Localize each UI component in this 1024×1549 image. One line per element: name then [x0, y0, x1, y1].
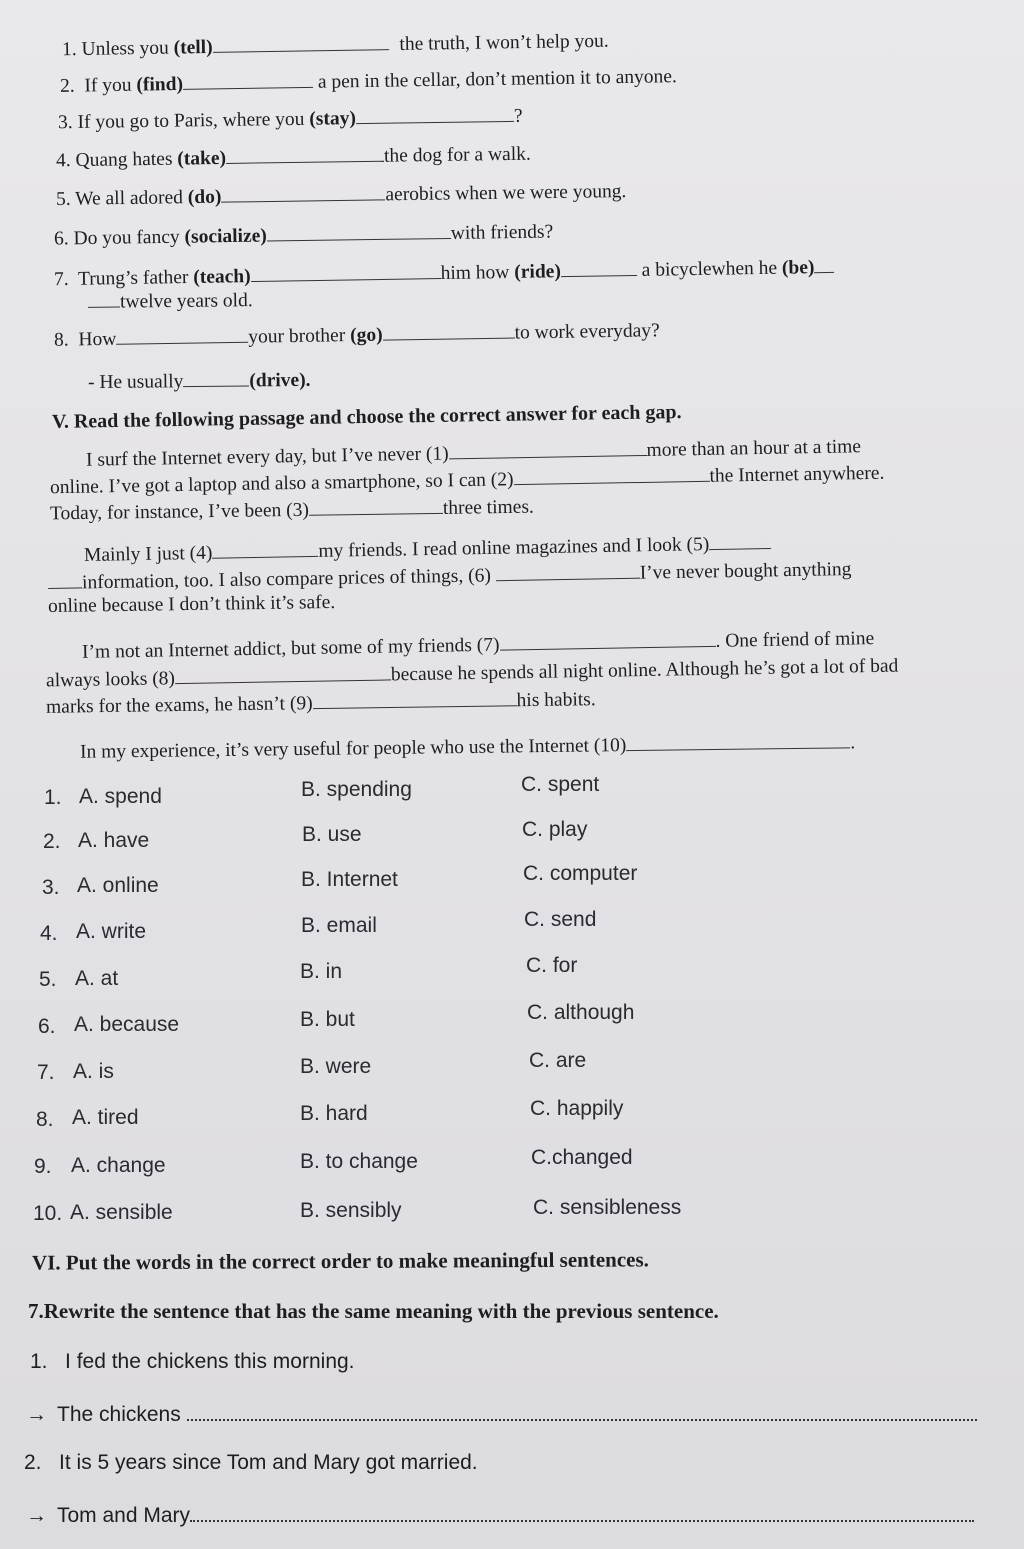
answer-blank[interactable]	[561, 257, 637, 277]
option-c[interactable]: C. send	[524, 908, 597, 931]
passage-p2-line3: online because I don’t think it’s safe.	[47, 591, 336, 618]
option-c[interactable]: C. spent	[521, 773, 600, 796]
section-7-heading: 7.Rewrite the sentence that has the same meaning with the previous sentence.	[28, 1299, 719, 1323]
option-b[interactable]: B. Internet	[301, 868, 398, 891]
option-b[interactable]: B. in	[300, 960, 343, 983]
option-b[interactable]: B. sensibly	[300, 1199, 402, 1222]
question-7: 7. Trung’s father (teach) him how (ride) a bicyclewhen he (be)	[54, 254, 835, 291]
option-c[interactable]: C. for	[526, 954, 578, 977]
option-b[interactable]: B. hard	[300, 1102, 368, 1125]
gap-5[interactable]	[709, 530, 771, 550]
option-c[interactable]: C. happily	[530, 1097, 624, 1120]
answer-blank[interactable]	[250, 260, 440, 282]
passage-p1-line1: I surf the Internet every day, but I’ve never (1) more than an hour at a time	[85, 436, 862, 471]
answer-blank[interactable]	[356, 103, 514, 124]
option-b[interactable]: B. to change	[300, 1150, 418, 1173]
answer-blank[interactable]	[183, 367, 249, 387]
passage-p1-line2: online. I’ve got a laptop and also a smartphone, so I can (2) the Internet anywhere.	[49, 462, 885, 499]
option-a[interactable]: A. is	[73, 1060, 114, 1083]
answer-blank[interactable]	[814, 254, 834, 273]
option-c[interactable]: C.changed	[531, 1146, 633, 1169]
option-a[interactable]: A. at	[75, 967, 119, 990]
answer-blank[interactable]	[226, 143, 384, 164]
option-a[interactable]: A. spend	[79, 785, 162, 808]
option-b[interactable]: B. use	[302, 823, 362, 846]
answer-dotted-line[interactable]	[190, 1502, 974, 1522]
option-a[interactable]: A. because	[74, 1013, 180, 1036]
option-a[interactable]: A. have	[78, 829, 150, 852]
passage-p2-line2: information, too. I also compare prices of things, (6) I’ve never bought anything	[48, 556, 852, 595]
answer-blank[interactable]	[183, 69, 313, 90]
option-a[interactable]: A. change	[71, 1154, 166, 1177]
gap-7[interactable]	[499, 628, 715, 651]
passage-p3-line1: I’m not an Internet addict, but some of my friends (7) . One friend of mine	[81, 628, 875, 663]
gap-6[interactable]	[496, 560, 640, 582]
rewrite-answer-2: → Tom and Mary	[26, 1502, 974, 1528]
rewrite-answer-1: → The chickens	[26, 1401, 977, 1427]
option-b[interactable]: B. spending	[301, 778, 412, 801]
option-b[interactable]: B. but	[300, 1008, 355, 1031]
section-vi-heading: VI. Put the words in the correct order to make meaningful sentences.	[31, 1247, 649, 1275]
question-8-reply: - He usually (drive).	[88, 367, 311, 394]
option-b[interactable]: B. email	[301, 914, 377, 937]
answer-blank[interactable]	[267, 220, 451, 242]
gap-9[interactable]	[312, 687, 516, 709]
answer-blank[interactable]	[212, 31, 388, 53]
gap-1[interactable]	[448, 437, 646, 459]
passage-p3-line3: marks for the exams, he hasn’t (9) his habits.	[45, 689, 596, 718]
question-2: 2. If you (find) a pen in the cellar, don’t mention it to anyone.	[59, 66, 677, 97]
question-6: 6. Do you fancy (socialize) with friends?	[53, 221, 554, 250]
gap-3[interactable]	[309, 495, 443, 516]
gap-4[interactable]	[212, 538, 318, 559]
answer-blank[interactable]	[221, 181, 385, 202]
passage-p4-line1: In my experience, it’s very useful for people who use the Internet (10) .	[80, 729, 855, 763]
option-c[interactable]: C. computer	[523, 862, 638, 885]
passage-p2-line1: Mainly I just (4) my friends. I read online magazines and I look (5)	[84, 530, 772, 567]
gap-5-cont[interactable]	[48, 569, 82, 589]
answer-dotted-line[interactable]	[187, 1401, 977, 1421]
option-a[interactable]: A. online	[77, 874, 159, 897]
worksheet-page: 1. Unless you (tell) the truth, I won’t help you. 2. If you (find) a pen in the cellar, don’t mention it to anyone. 3. If you go to Paris, where you (stay) ? 4. Quang hates (take) the dog for a walk. 5. We all adored (do) aerobics when we were young. 6. Do you fancy (socialize) with friends? 7. Trung’s father (teach) him how (ride) a bicyclewhen he (be) twelve years old. 8. How your brother (go) to work everyday? - He usually (drive). V. Read the following passage and choose the correct answer for each gap. I surf the Internet every day, but I’ve never (1) more than an hour at a time online. I’ve got a laptop and also a smartphone, so I can (2) the Internet anywhere. Today, for instance, I’ve been (3) three times. Mainly I just (4) my friends. I read online magazines and I look (5) information, too. I also compare prices of things, (6) I’ve never bought anything online because I don’t think it’s safe. I’m not an Internet addict, but some of my friends (7) . One friend of mine always looks (8) because he spends all night online. Although he’s got a lot of bad marks for the exams, he hasn’t (9) his habits. In my experience, it’s very useful for people who use the Internet (10) . 1. A. spend B. spending C. spent 2. A. have B. use C. play 3. A. online B. Internet C. computer 4. A. write B. email C. send 5. A. at B. in C. for 6. A. because B. but C. although 7. A. is B. were C. are 8. A. tired B. hard C. happily 9. A. change B. to change C.changed 10. A. sensible B. sensibly C. sensibleness VI. Put the words in the correct order to make meaningful sentences. 7.Rewrite the sentence that has the same meaning with the previous sentence. 1. I fed the chickens this morning. → The chickens 2. It is 5 years since Tom and Mary got married. → Tom and Mary	[0, 0, 1024, 1549]
option-a[interactable]: A. write	[76, 920, 147, 943]
question-5: 5. We all adored (do) aerobics when we were young.	[55, 181, 627, 210]
gap-10[interactable]	[626, 729, 850, 751]
question-1: 1. Unless you (tell) the truth, I won’t help you.	[61, 30, 609, 61]
gap-2[interactable]	[513, 463, 709, 485]
question-7-cont: twelve years old.	[88, 287, 253, 314]
question-8: 8. How your brother (go) to work everyday?	[53, 320, 660, 351]
option-a[interactable]: A. sensible	[70, 1201, 173, 1224]
gap-8[interactable]	[175, 661, 391, 684]
option-c[interactable]: C. are	[529, 1049, 587, 1072]
passage-p3-line2: always looks (8) because he spends all night online. Although he’s got a lot of bad	[45, 655, 899, 692]
answer-blank[interactable]	[382, 320, 514, 341]
option-c[interactable]: C. although	[527, 1001, 635, 1024]
answer-blank[interactable]	[116, 324, 248, 345]
option-b[interactable]: B. were	[300, 1055, 372, 1078]
passage-p1-line3: Today, for instance, I’ve been (3) three times.	[49, 496, 534, 525]
question-4: 4. Quang hates (take) the dog for a walk.	[55, 143, 531, 172]
arrow-right-icon: →	[26, 1504, 47, 1527]
option-a[interactable]: A. tired	[72, 1106, 139, 1129]
rewrite-sentence-1: 1. I fed the chickens this morning.	[30, 1350, 355, 1373]
arrow-right-icon: →	[26, 1403, 47, 1426]
option-c[interactable]: C. sensibleness	[533, 1196, 682, 1219]
rewrite-sentence-2: 2. It is 5 years since Tom and Mary got married.	[24, 1451, 478, 1474]
section-v-heading: V. Read the following passage and choose the correct answer for each gap.	[51, 401, 682, 433]
option-c[interactable]: C. play	[522, 818, 588, 841]
answer-blank[interactable]	[88, 289, 120, 308]
question-3: 3. If you go to Paris, where you (stay) ?	[58, 103, 523, 134]
